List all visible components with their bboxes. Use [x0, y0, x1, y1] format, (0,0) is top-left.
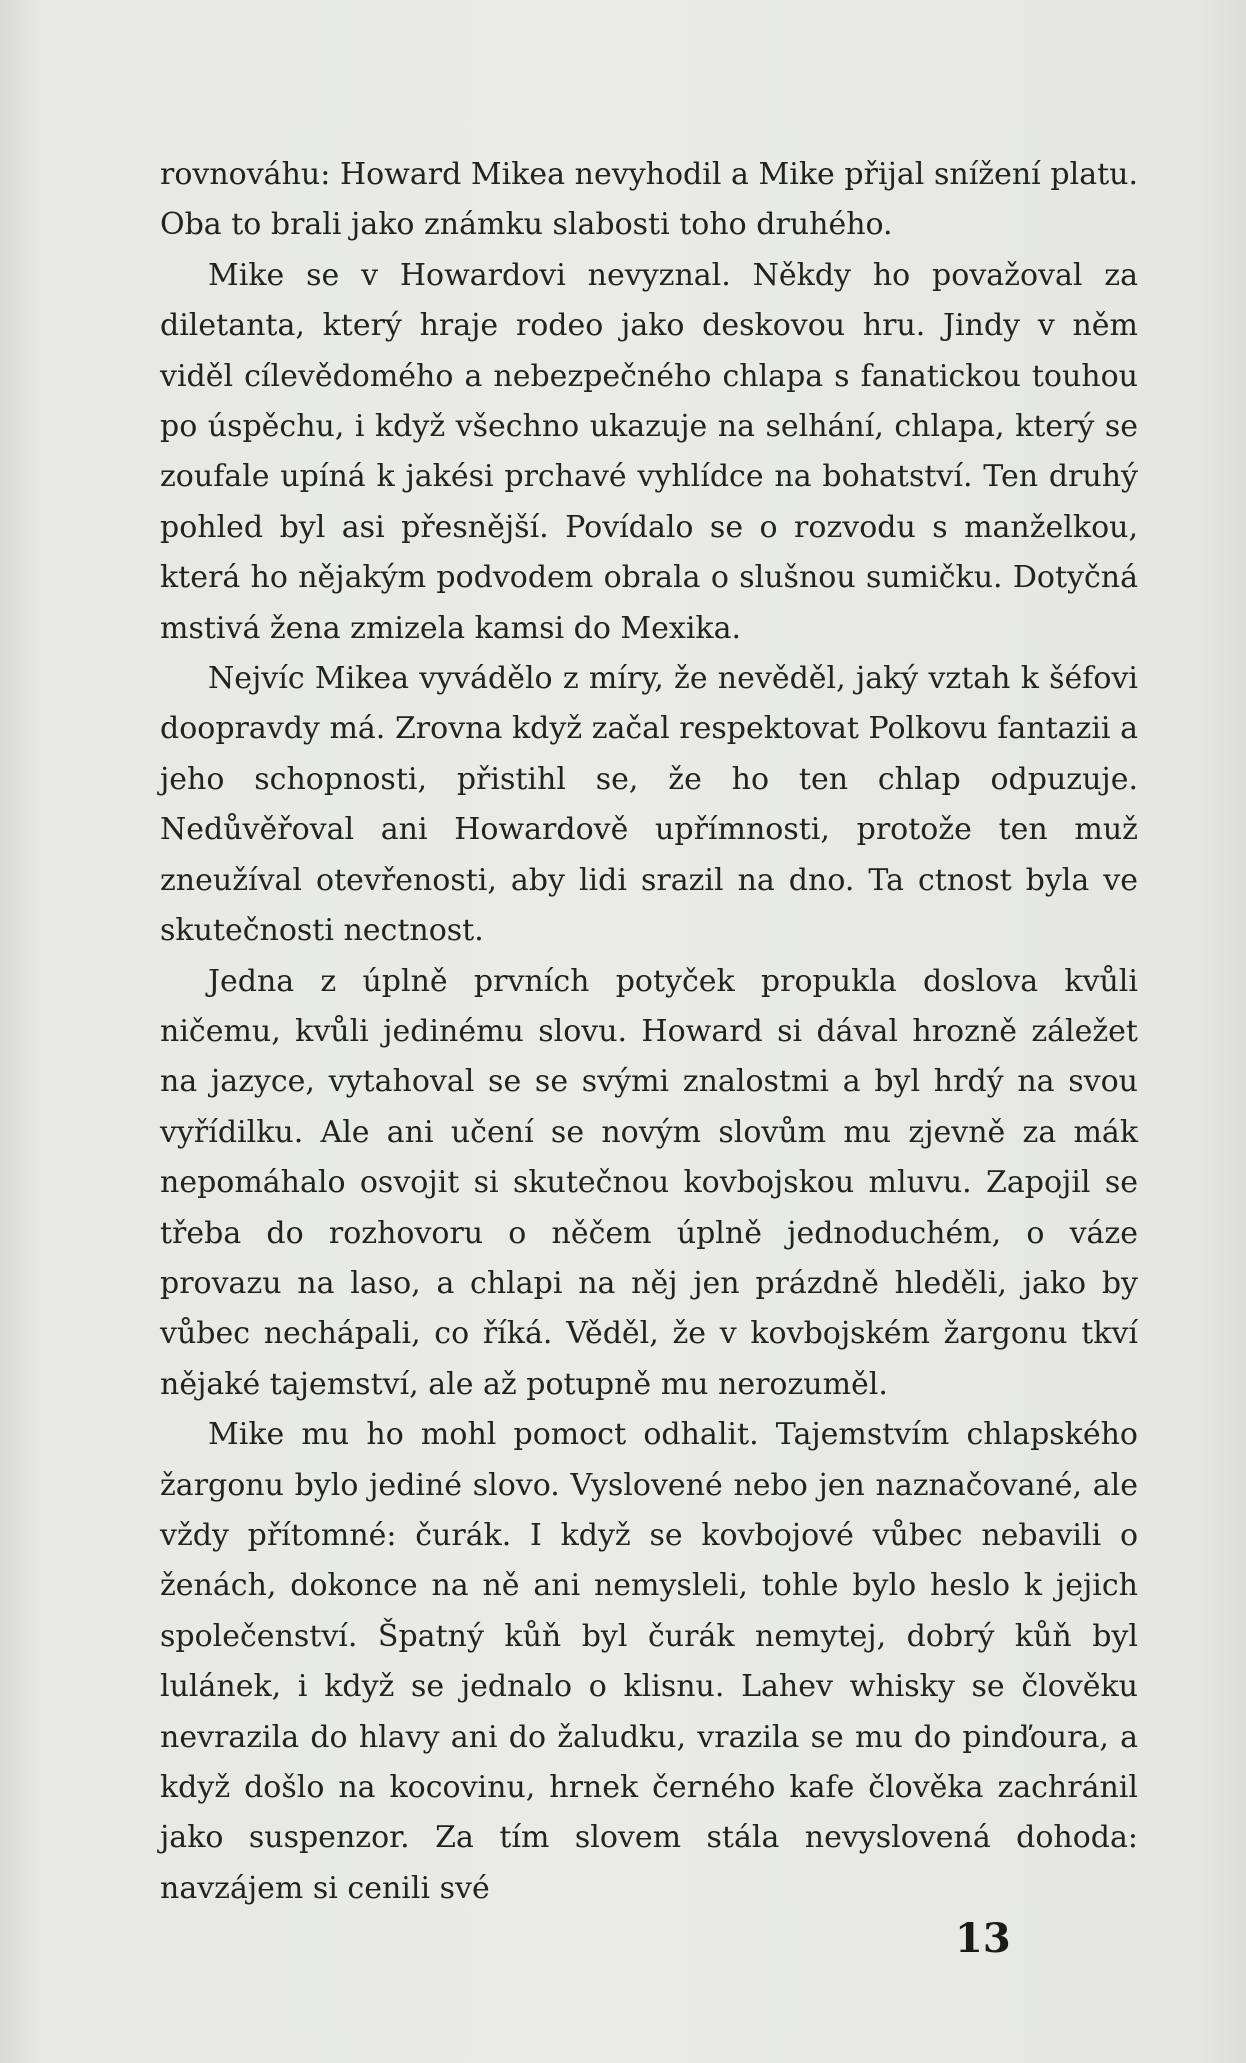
page-number: 13 — [955, 1915, 1011, 1962]
paragraph-3: Nejvíc Mikea vyvádělo z míry, že nevěděl, jaký vztah k šéfovi doopravdy má. Zrovna když začal respektovat Polkovu fantazii a jeho schopnosti, přistihl se, že ho ten chlap odpuzuje. Nedůvěřoval ani Howardově upřímnosti, protože ten muž zneužíval otevřenosti, aby lidi srazil na dno. Ta ctnost byla ve skutečnosti nectnost. — [160, 661, 1138, 949]
paragraph-2: Mike se v Howardovi nevyznal. Někdy ho považoval za diletanta, který hraje rodeo jako deskovou hru. Jindy v něm viděl cílevědomého a nebezpečného chlapa s fanatickou touhou po úspěchu, i když všechno ukazuje na selhání, chlapa, který se zoufale upíná k jakési prchavé vyhlídce na bohatství. Ten druhý pohled byl asi přesnější. Povídalo se o rozvodu s manželkou, která ho nějakým podvodem obrala o slušnou sumičku. Dotyčná mstivá žena zmizela kamsi do Mexika. — [160, 257, 1138, 646]
body-text — [160, 150, 1138, 1914]
paragraph-1: rovnováhu: Howard Mikea nevyhodil a Mike přijal snížení platu. Oba to brali jako známku slabosti toho druhého. — [160, 157, 1138, 243]
paragraph-5: Mike mu ho mohl pomoct odhalit. Tajemstvím chlapského žargonu bylo jediné slovo. Vyslovené nebo jen naznačované, ale vždy přítomné: čurák. I když se kovbojové vůbec nebavili o ženách, dokonce na ně ani nemysleli, tohle bylo heslo k jejich společenství. Špatný kůň byl čurák nemytej, dobrý kůň byl lulánek, i když se jednalo o klisnu. Lahev whisky se člověku nevrazila do hlavy ani do žaludku, vrazila se mu do pinďoura, a když došlo na kocovinu, hrnek černého kafe člověka zachránil jako suspenzor. Za tím slovem stála nevyslovená dohoda: navzájem si cenili své — [160, 1417, 1138, 1906]
paragraph-4: Jedna z úplně prvních potyček propukla doslova kvůli ničemu, kvůli jedinému slovu. Howard si dával hrozně záležet na jazyce, vytahoval se se svými znalostmi a byl hrdý na svou vyřídilku. Ale ani učení se novým slovům mu zjevně za mák nepomáhalo osvojit si skutečnou kovbojskou mluvu. Zapojil se třeba do rozhovoru o něčem úplně jednoduchém, o váze provazu na laso, a chlapi na něj jen prázdně hleděli, jako by vůbec nechápali, co říká. Věděl, že v kovbojském žargonu tkví nějaké tajemství, ale až potupně mu nerozuměl. — [160, 963, 1138, 1402]
